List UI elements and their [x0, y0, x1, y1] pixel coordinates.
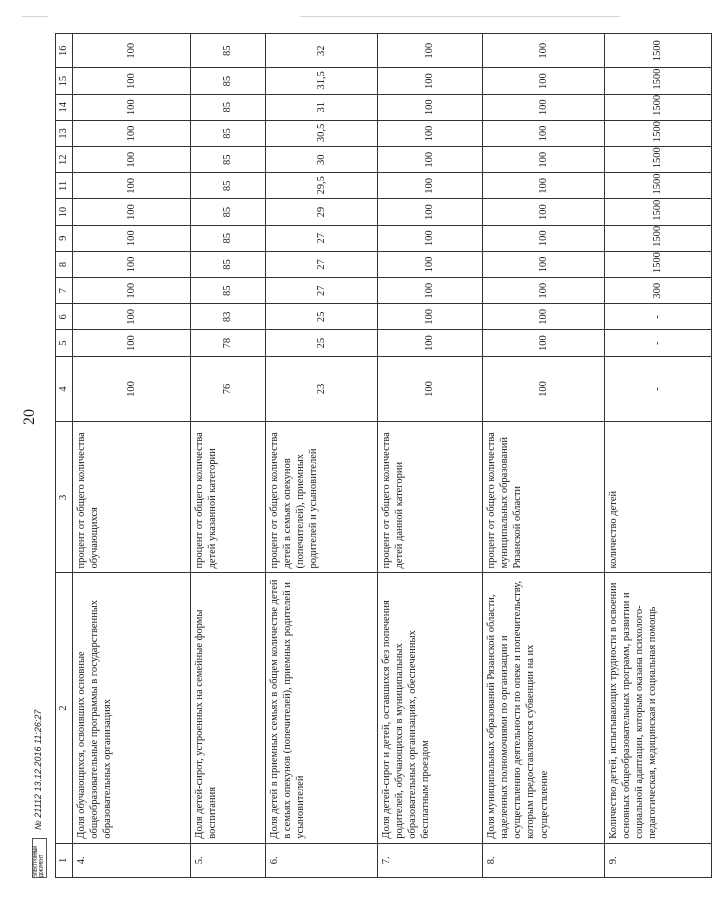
indicator-value: 100 — [378, 94, 483, 120]
unit-of-measure: количество детей — [605, 422, 712, 573]
indicator-value: 30 — [266, 147, 378, 173]
indicator-value: 100 — [378, 278, 483, 304]
unit-of-measure: процент от общего количества детей данной категории — [378, 422, 483, 573]
indicator-value: 100 — [73, 147, 191, 173]
indicator-value: 100 — [378, 34, 483, 68]
unit-of-measure: процент от общего количества муниципальных образований Рязанской области — [483, 422, 605, 573]
indicator-value: 31 — [266, 94, 378, 120]
indicator-value: 100 — [378, 304, 483, 330]
indicator-name: Доля детей в приемных семьях в общем количестве детей в семьях опекунов (попечителей), приемных родителей и усыновителей — [266, 573, 378, 843]
indicator-value: 100 — [378, 68, 483, 94]
indicator-value: 100 — [378, 330, 483, 356]
indicator-value: 100 — [378, 225, 483, 251]
indicator-value: 29 — [266, 199, 378, 225]
indicator-value: 100 — [73, 173, 191, 199]
indicator-value: 85 — [191, 173, 266, 199]
indicator-name: Доля муниципальных образований Рязанской области, наделенных полномочиями по организации и осуществлению деятельности по опеке и попечительству, которым предоставляются субвенции на их осуществление — [483, 573, 605, 843]
row-number: 7. — [378, 843, 483, 877]
indicator-value: 100 — [73, 225, 191, 251]
indicator-value: 100 — [483, 94, 605, 120]
indicator-value: 76 — [191, 356, 266, 422]
indicator-value: 100 — [73, 68, 191, 94]
indicator-value: 100 — [483, 225, 605, 251]
electronic-document-logo: ЭЛЕКТРОННЫЙ ДОКУМЕНТ — [32, 838, 47, 878]
table-body — [56, 34, 712, 878]
indicator-value: 1500 — [605, 94, 712, 120]
registration-stamp: № 21112 13.12.2016 11:26:27 — [33, 709, 43, 830]
unit-of-measure: процент от общего количества детей указанной категории — [191, 422, 266, 573]
indicator-value: 29,5 — [266, 173, 378, 199]
column-number-header: 12 — [56, 147, 73, 173]
table-row — [605, 34, 712, 878]
page-number: 20 — [21, 409, 38, 425]
indicator-value: 85 — [191, 199, 266, 225]
indicator-value: - — [605, 356, 712, 422]
indicator-value: 83 — [191, 304, 266, 330]
column-number-header: 11 — [56, 173, 73, 199]
indicator-value: 100 — [73, 34, 191, 68]
indicator-value: 100 — [73, 251, 191, 277]
indicator-value: 100 — [73, 199, 191, 225]
column-number-header: 5 — [56, 330, 73, 356]
column-number-header: 8 — [56, 251, 73, 277]
indicator-value: 85 — [191, 251, 266, 277]
table-row — [73, 34, 191, 878]
column-number-header: 15 — [56, 68, 73, 94]
indicator-value: 100 — [483, 68, 605, 94]
indicator-value: 100 — [73, 356, 191, 422]
indicator-value: 100 — [378, 173, 483, 199]
indicator-value: 85 — [191, 68, 266, 94]
indicator-value: 100 — [483, 147, 605, 173]
indicator-value: 100 — [483, 173, 605, 199]
indicator-value: 100 — [483, 356, 605, 422]
rotated-content — [33, 33, 664, 878]
indicator-value: 100 — [483, 251, 605, 277]
indicator-value: 31,5 — [266, 68, 378, 94]
column-number-header: 3 — [56, 422, 73, 573]
column-number-header: 7 — [56, 278, 73, 304]
indicator-name: Доля детей-сирот, устроенных на семейные формы воспитания — [191, 573, 266, 843]
row-number: 4. — [73, 843, 191, 877]
indicator-value: 300 — [605, 278, 712, 304]
indicator-value: 100 — [73, 94, 191, 120]
indicator-value: 100 — [378, 120, 483, 146]
column-number-header: 2 — [56, 573, 73, 843]
indicator-value: 100 — [73, 330, 191, 356]
table-row — [483, 34, 605, 878]
indicator-value: 27 — [266, 251, 378, 277]
indicator-name: Доля обучающихся, освоивших основные общеобразовательные программы в государственных образовательных организациях — [73, 573, 191, 843]
indicator-value: 23 — [266, 356, 378, 422]
indicator-value: 100 — [378, 199, 483, 225]
indicator-value: - — [605, 330, 712, 356]
indicator-name: Количество детей, испытывающих трудности в освоении основных общеобразовательных программ, развитии и социальной адаптации, которым оказана психолого-педагогическая, медицинская и социальная помощь — [605, 573, 712, 843]
indicator-value: 100 — [378, 147, 483, 173]
indicator-value: 1500 — [605, 147, 712, 173]
indicator-value: 27 — [266, 225, 378, 251]
indicator-value: 85 — [191, 225, 266, 251]
document-footer — [29, 478, 51, 878]
indicator-value: - — [605, 304, 712, 330]
table-header-row — [56, 34, 73, 878]
unit-of-measure: процент от общего количества обучающихся — [73, 422, 191, 573]
indicator-value: 25 — [266, 330, 378, 356]
table-row — [378, 34, 483, 878]
indicators-table — [55, 33, 712, 878]
indicator-name: Доля детей-сирот и детей, оставшихся без попечения родителей, обучающихся в муниципальных образовательных организациях, обеспеченных бесплатным проездом — [378, 573, 483, 843]
unit-of-measure: процент от общего количества детей в семьях опекунов (попечителей), приемных родителей и усыновителей — [266, 422, 378, 573]
scan-edge-mark — [300, 16, 620, 17]
indicator-value: 32 — [266, 34, 378, 68]
indicator-value: 1500 — [605, 225, 712, 251]
indicator-value: 85 — [191, 34, 266, 68]
indicator-value: 85 — [191, 278, 266, 304]
row-number: 6. — [266, 843, 378, 877]
column-number-header: 13 — [56, 120, 73, 146]
indicator-value: 30,5 — [266, 120, 378, 146]
indicator-value: 100 — [483, 304, 605, 330]
indicator-value: 100 — [73, 120, 191, 146]
indicator-value: 100 — [483, 120, 605, 146]
indicator-value: 100 — [73, 278, 191, 304]
indicator-value: 100 — [73, 304, 191, 330]
indicator-value: 100 — [483, 278, 605, 304]
indicator-value: 1500 — [605, 173, 712, 199]
column-number-header: 16 — [56, 34, 73, 68]
column-number-header: 10 — [56, 199, 73, 225]
indicator-value: 100 — [483, 199, 605, 225]
indicator-value: 27 — [266, 278, 378, 304]
indicator-value: 85 — [191, 94, 266, 120]
row-number: 5. — [191, 843, 266, 877]
indicator-value: 100 — [483, 330, 605, 356]
table-row — [191, 34, 266, 878]
row-number: 8. — [483, 843, 605, 877]
column-number-header: 9 — [56, 225, 73, 251]
indicator-value: 1500 — [605, 120, 712, 146]
indicator-value: 25 — [266, 304, 378, 330]
indicator-value: 1500 — [605, 251, 712, 277]
column-number-header: 1 — [56, 843, 73, 877]
indicator-value: 1500 — [605, 34, 712, 68]
indicator-value: 85 — [191, 147, 266, 173]
row-number: 9. — [605, 843, 712, 877]
indicator-value: 1500 — [605, 68, 712, 94]
indicator-value: 1500 — [605, 199, 712, 225]
scan-edge-mark — [22, 16, 48, 17]
column-number-header: 4 — [56, 356, 73, 422]
column-number-header: 14 — [56, 94, 73, 120]
indicator-value: 78 — [191, 330, 266, 356]
table-row — [266, 34, 378, 878]
indicator-value: 85 — [191, 120, 266, 146]
column-number-header: 6 — [56, 304, 73, 330]
indicator-value: 100 — [378, 251, 483, 277]
indicator-value: 100 — [483, 34, 605, 68]
indicator-value: 100 — [378, 356, 483, 422]
